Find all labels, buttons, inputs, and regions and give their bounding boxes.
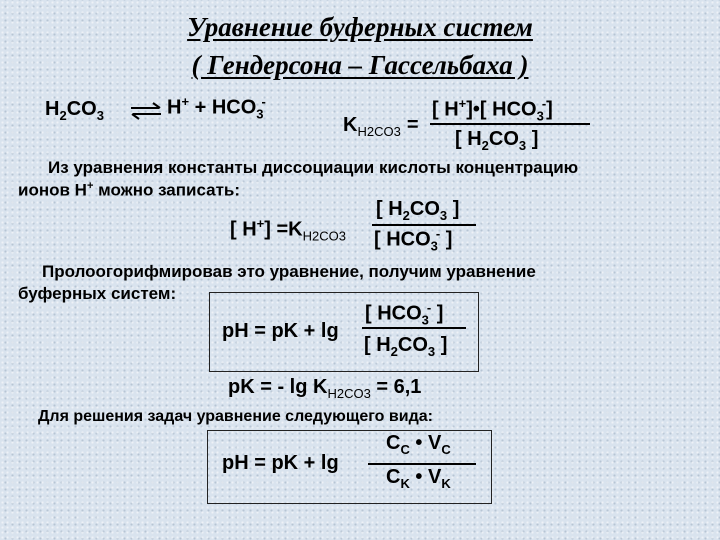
ph-volume-lhs: pH = pK + lg (222, 452, 339, 474)
h-conc-denominator: [ $HCO_3^-$ ] (374, 226, 453, 254)
ph-equation-fraction-bar (362, 327, 466, 329)
constant-numerator: [ H+]•[ $HCO_3^-$] (432, 96, 553, 124)
ph-equation-denominator: [ $H_2CO_3$ ] (364, 334, 448, 359)
equilibrium-right: $H^+ + HCO_3^-$ (167, 94, 266, 122)
page-title-line1: Уравнение буферных систем (187, 12, 533, 42)
h-conc-lhs: [ $H^+] =K_{H2CO3}$ (230, 216, 346, 244)
equilibrium-left: $H_2CO_3$ (45, 98, 104, 123)
text1-line1: Из уравнения константы диссоциации кислоты концентрацию (48, 158, 579, 177)
ph-volume-denominator: $C_K$ • $V_K$ (386, 466, 451, 491)
page-title-line2: ( Гендерсона – Гассельбаха ) (191, 50, 529, 80)
ph-volume-numerator: $C_C$ • $V_C$ (386, 432, 451, 457)
text2-line2: буферных систем: (18, 284, 177, 303)
pk-equation: pK = - $\lg K_{H2CO3} = 6,1$ (228, 376, 422, 401)
equilibrium-arrows-icon (129, 102, 163, 120)
constant-denominator: [ $H_2CO_3$ ] (455, 128, 539, 153)
constant-fraction-bar (430, 123, 590, 125)
ph-equation-lhs: pH = pK + lg (222, 320, 339, 342)
ph-volume-fraction-bar (368, 463, 476, 465)
ph-equation-numerator: [ $HCO_3^-$ ] (365, 300, 444, 328)
h-conc-numerator: [ $H_2CO_3$ ] (376, 198, 460, 223)
constant-k: $K_{H2CO3}$ = (343, 114, 419, 139)
text1-line2: ионов H+ можно записать: (18, 180, 241, 200)
text3: Для решения задач уравнение следующего вида: (38, 408, 433, 425)
text2-line1: Пролоогорифмировав это уравнение, получим уравнение (42, 262, 536, 281)
